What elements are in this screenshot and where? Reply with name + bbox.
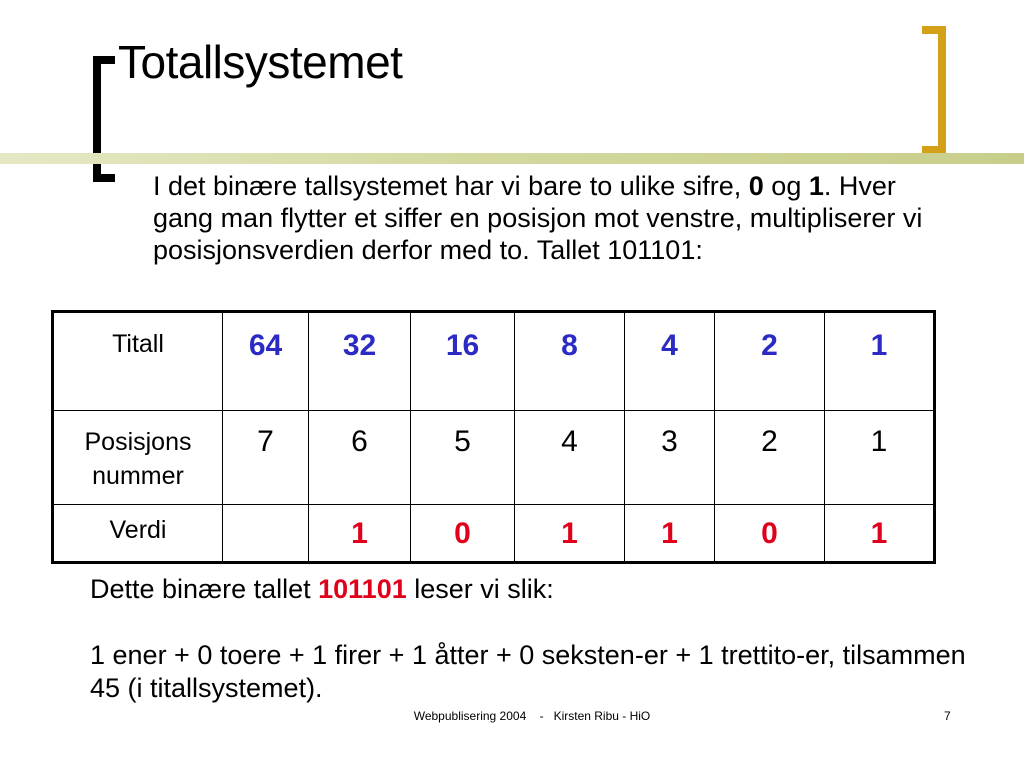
slide-title: Totallsystemet xyxy=(118,36,403,88)
intro-digit-one: 1 xyxy=(808,171,824,201)
position-cell: 4 xyxy=(515,411,625,505)
value-cell: 1 xyxy=(825,505,935,563)
title-rule xyxy=(0,153,1024,164)
position-cell: 5 xyxy=(411,411,515,505)
titall-cell: 4 xyxy=(625,312,715,411)
reading-text-after: leser vi slik: xyxy=(406,574,554,604)
intro-text-part1: I det binære tallsystemet har vi bare to ulike sifre, xyxy=(153,171,749,201)
position-cell: 6 xyxy=(309,411,411,505)
table-row-titall xyxy=(53,312,935,411)
value-cell: 1 xyxy=(309,505,411,563)
titall-cell: 2 xyxy=(715,312,825,411)
value-cell: 0 xyxy=(715,505,825,563)
reading-text-before: Dette binære tallet xyxy=(90,574,319,604)
table-row-verdi xyxy=(53,505,935,563)
intro-paragraph xyxy=(153,170,953,266)
intro-text-part2: og xyxy=(763,171,809,201)
row-header-line2: nummer xyxy=(92,462,184,490)
position-cell: 1 xyxy=(825,411,935,505)
binary-number-highlight: 101101 xyxy=(318,574,407,604)
slide-page-number: 7 xyxy=(944,709,951,723)
row-header-titall: Titall xyxy=(53,312,223,411)
titall-cell: 8 xyxy=(515,312,625,411)
value-cell-empty xyxy=(223,505,309,563)
title-bracket-right xyxy=(922,26,946,154)
titall-cell: 16 xyxy=(411,312,515,411)
row-header-posisjonsnummer xyxy=(53,411,223,505)
explanation-text: 1 ener + 0 toere + 1 firer + 1 åtter + 0 seksten-er + 1 trettito-er, tilsammen 45 (i titallsystemet). xyxy=(90,640,966,703)
value-cell: 1 xyxy=(625,505,715,563)
value-cell: 1 xyxy=(515,505,625,563)
titall-cell: 32 xyxy=(309,312,411,411)
reading-line xyxy=(90,573,554,605)
titall-cell: 1 xyxy=(825,312,935,411)
row-header-line1: Posisjons xyxy=(84,428,192,456)
intro-digit-zero: 0 xyxy=(748,171,764,201)
slide-footer: Webpublisering 2004 - Kirsten Ribu - HiO xyxy=(413,709,651,723)
position-cell: 3 xyxy=(625,411,715,505)
position-cell: 2 xyxy=(715,411,825,505)
binary-place-value-table xyxy=(51,310,936,564)
value-cell: 0 xyxy=(411,505,515,563)
titall-cell: 64 xyxy=(223,312,309,411)
intro-text-part3: . Hver gang man flytter et siffer en posisjon mot venstre, multipliserer vi posisjonsverdien derfor med to. Tallet 101101: xyxy=(153,171,923,265)
row-header-verdi: Verdi xyxy=(53,505,223,563)
position-cell: 7 xyxy=(223,411,309,505)
table-row-posisjonsnummer xyxy=(53,411,935,505)
